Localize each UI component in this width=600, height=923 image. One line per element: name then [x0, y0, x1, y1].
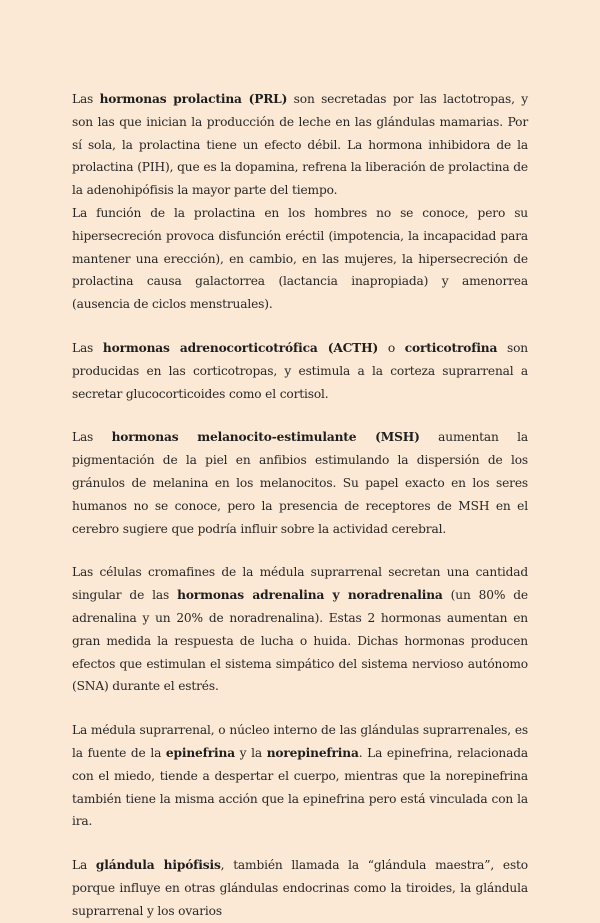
bold-term: norepinefrina — [266, 745, 359, 760]
text-run: La médula suprarrenal, o núcleo interno de las glándulas suprarrenales, es la fuente de la — [72, 723, 528, 760]
paragraph-hipofisis — [72, 854, 528, 922]
text-run: La función de la prolactina en los hombres no se conoce, pero su hipersecreción provoca disfunción eréctil (impotencia, la incapacidad para mantener una erección), en cambio, en las mujeres, la hipersecreción de prolactina causa galactorrea (lactancia inapropiada) y amenorrea (ausencia de ciclos menstruales). — [72, 205, 528, 312]
bold-term: corticotrofina — [404, 340, 498, 355]
text-run: y la — [234, 745, 267, 760]
bold-term: hormonas melanocito-estimulante (MSH) — [111, 430, 420, 445]
bold-term: epinefrina — [165, 745, 235, 760]
paragraph-prolactina-funcion — [72, 202, 528, 316]
text-run: son producidas en las corticotropas, y estimula a la corteza suprarrenal a secretar glucocorticoides como el cortisol. — [72, 340, 528, 401]
paragraph-msh — [72, 426, 528, 540]
bold-term: hormonas adrenocorticotrófica (ACTH) — [102, 340, 379, 355]
text-run: La — [72, 858, 96, 873]
text-run: (un 80% de adrenalina y un 20% de noradrenalina). Estas 2 hormonas aumentan en gran medida la respuesta de lucha o huida. Dichas hormonas producen efectos que estimulan el sistema simpático del sistema nervioso autónomo (SNA) durante el estrés. — [72, 588, 528, 694]
text-run: . La epinefrina, relacionada con el miedo, tiende a despertar el cuerpo, mientras que la norepinefrina también tiene la misma acción que la epinefrina pero está vinculada con la ira. — [72, 745, 528, 829]
text-run: Las — [72, 430, 112, 445]
paragraph-acth — [72, 337, 528, 405]
text-run: o — [378, 340, 405, 355]
bold-term: glándula hipófisis — [95, 858, 221, 873]
bold-term: hormonas adrenalina y noradrenalina — [177, 588, 443, 603]
bold-term: hormonas prolactina (PRL) — [99, 92, 288, 106]
text-run: Las — [72, 92, 100, 106]
text-run: aumentan la pigmentación de la piel en anfibios estimulando la dispersión de los gránulos de melanina en los melanocitos. Su papel exacto en los seres humanos no se conoce, pero la presencia de receptores de MSH en el cerebro sugiere que podría influir sobre la actividad cerebral. — [72, 430, 528, 536]
text-run: , también llamada la “glándula maestra”, esto porque influye en otras glándulas endocrinas como la tiroides, la glándula suprarrenal y los ovarios — [72, 858, 528, 918]
text-run: son secretadas por las lactotropas, y son las que inician la producción de leche en las glándulas mamarias. Por sí sola, la prolactina tiene un efecto débil. La hormona inhibidora de la prolactina (PIH), que es la dopamina, refrena la liberación de prolactina de la adenohipófisis la mayor parte del tiempo. — [72, 92, 528, 198]
text-run: Las — [72, 340, 103, 355]
paragraph-adrenalina — [72, 561, 528, 698]
paragraph-prolactina — [72, 88, 528, 202]
text-run: Las células cromafines de la médula suprarrenal secretan una cantidad singular de las — [72, 565, 528, 603]
paragraph-medula — [72, 719, 528, 833]
